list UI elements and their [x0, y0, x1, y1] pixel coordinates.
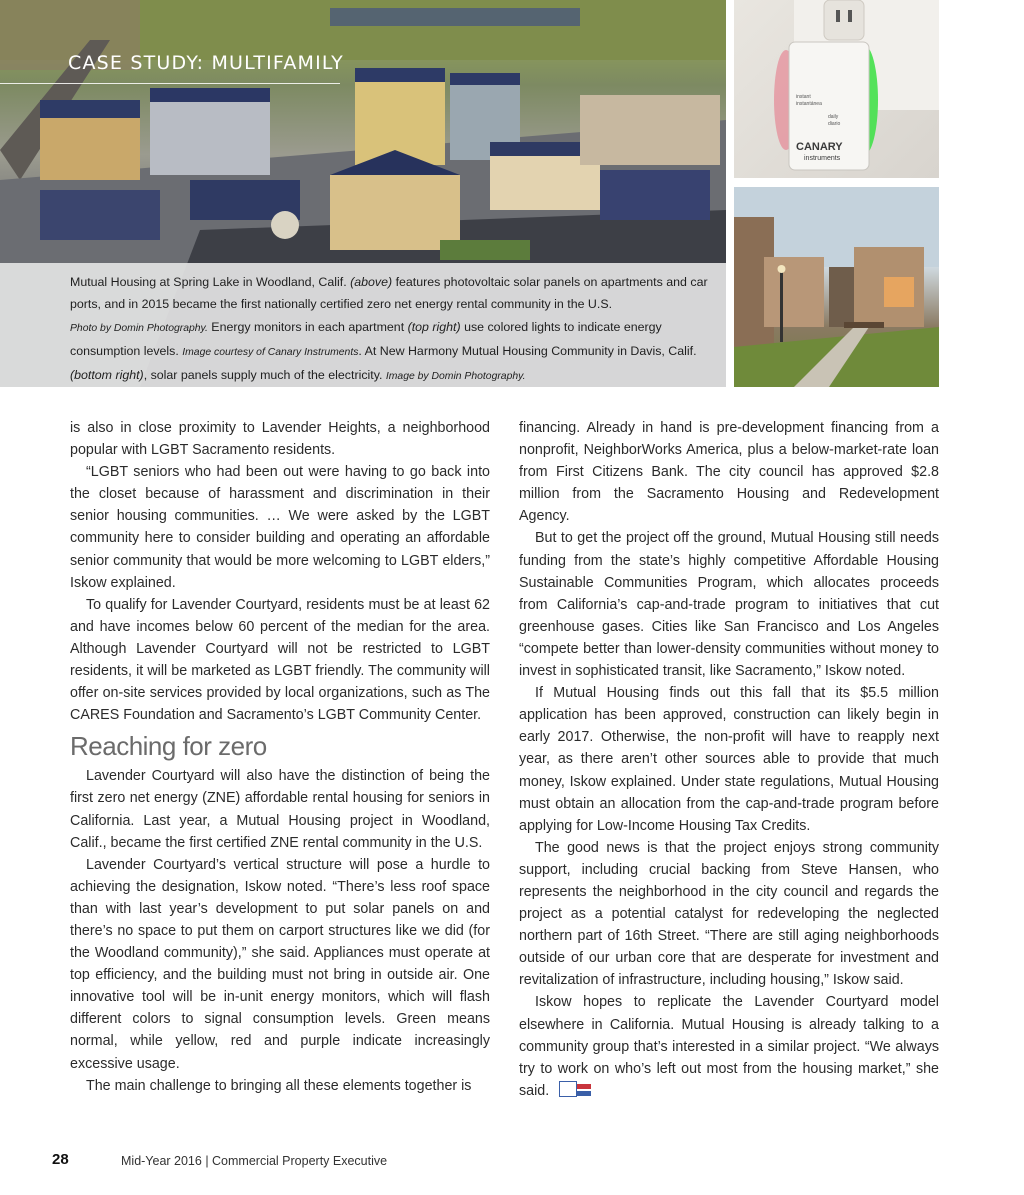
hero-photo-aerial-housing	[0, 0, 726, 387]
article-paragraph-text: Iskow hopes to replicate the Lavender Courtyard model elsewhere in California. Mutual Housing is already talking to a community group that’s interested in a similar project. “We always try to work on who’s left out most from the housing market,” she said.	[519, 994, 939, 1099]
monitor-label-instantanea: instantánea	[796, 101, 822, 107]
article-paragraph: If Mutual Housing finds out this fall that its $5.5 million application has been approved, construction can likely begin in early 2017. Otherwise, the non-profit will have to reapply next year, as there aren’t other sources able to provide that much money, Iskow explained. Under state regulations, Mutual Housing must obtain an allocation from the cap-and-trade program before applying for Low-Income Housing Tax Credits.	[519, 685, 939, 834]
article-paragraph: The good news is that the project enjoys strong community support, including crucial backing from Steve Hansen, who represents the neighborhood in the city council and regards the project as a potential catalyst for redeveloping the neglected northern part of 16th Street. “There are still aging neighborhoods outside of our urban core that are desperate for investment and revitalization of infrastructure, including housing,” Iskow said.	[519, 839, 939, 989]
article-paragraph: Lavender Courtyard’s vertical structure will pose a hurdle to achieving the designation, Iskow noted. “There’s less roof space than with last year’s development to put solar panels on and there’s no space to put them on carport structures like we did (for the Woodland community),” she said. Appliances must operate at top efficiency, and the building must not bring in outside air. One innovative tool will be in-unit energy monitors, which will flash different colors to signal consumption levels. Green means normal, while yellow, red and purple indicate increasingly excessive usage.	[70, 856, 490, 1072]
article-paragraph: The main challenge to bringing all these elements together is	[86, 1077, 472, 1094]
monitor-label-daily: daily	[828, 114, 839, 120]
caption-text-2b: use colored lights to indicate energy consumption levels.	[70, 319, 662, 358]
caption-credit-3: Image by Domin Photography.	[385, 371, 526, 383]
article-paragraph-last	[519, 991, 939, 1101]
canary-logo-text: CANARY	[796, 141, 843, 153]
caption-text-1b: features photovoltaic solar panels on apartments and car ports, and in 2015 became the first nationally certified zero net energy rental community in the U.S.	[70, 275, 708, 312]
section-subheading: Reaching for zero	[70, 731, 267, 762]
caption-text-1: Mutual Housing at Spring Lake in Woodland, Calif.	[70, 275, 351, 289]
energy-monitor-illustration	[734, 0, 939, 178]
monitor-label-diario: diario	[828, 121, 841, 127]
caption-top-right: (top right)	[407, 319, 461, 334]
monitor-label-instant: instant	[796, 94, 811, 100]
caption-credit-2: Image courtesy of Canary Instruments	[182, 346, 359, 358]
photo-new-harmony-community	[734, 187, 939, 387]
kicker-divider	[0, 83, 340, 84]
page-number: 28	[52, 1151, 69, 1168]
article-paragraph: financing. Already in hand is pre-development financing from a nonprofit, NeighborWorks America, plus a below-market-rate loan from First Citizens Bank. The city council has approved $2.8 million from the Sacramento Housing and Redevelopment Agency.	[519, 420, 939, 525]
photo-caption	[70, 271, 720, 387]
article-paragraph: Lavender Courtyard will also have the distinction of being the first zero net energy (ZNE) affordable rental housing for seniors in California. Last year, a Mutual Housing project in Woodland, Calif., became the first certified ZNE rental community in the U.S.	[70, 768, 490, 851]
publication-folio: Mid-Year 2016 | Commercial Property Executive	[121, 1154, 388, 1168]
article-paragraph: To qualify for Lavender Courtyard, residents must be at least 62 and have incomes below 60 percent of the median for the area. Although Lavender Courtyard will not be restricted to LGBT residents, it will be marketed as LGBT friendly. The community will offer on-site services provided by local organizations, such as The CARES Foundation and Sacramento’s LGBT Community Center.	[70, 596, 490, 724]
canary-logo-subtext: instruments	[804, 155, 841, 162]
community-illustration	[734, 187, 939, 387]
caption-text-2: Energy monitors in each apartment	[207, 319, 408, 334]
end-of-article-icon	[559, 1081, 577, 1097]
caption-credit-1: Photo by Domin Photography.	[70, 322, 208, 334]
article-paragraph: is also in close proximity to Lavender Heights, a neighborhood popular with LGBT Sacramento residents.	[70, 420, 490, 459]
article-column-right	[519, 417, 939, 1102]
article-paragraph: “LGBT seniors who had been out were having to go back into the closet because of harassment and discrimination in their senior housing communities. … We were asked by the LGBT community here to consider building and operating an affordable senior community that would be more welcoming to LGBT elders,” Iskow explained.	[70, 464, 490, 591]
caption-bottom-right: (bottom right)	[70, 368, 144, 383]
section-kicker: CASE STUDY: MULTIFAMILY	[68, 52, 344, 74]
caption-text-3b: , solar panels supply much of the electricity.	[143, 368, 386, 383]
photo-energy-monitor	[734, 0, 939, 178]
article-column-left	[70, 417, 490, 1097]
caption-above: (above)	[350, 275, 393, 289]
caption-text-3: . At New Harmony Mutual Housing Community in Davis, Calif.	[358, 343, 697, 358]
article-paragraph: But to get the project off the ground, Mutual Housing still needs funding from the state’s highly competitive Affordable Housing Sustainable Communities Program, which allocates proceeds from California’s cap-and-trade program to initiatives that cut greenhouse gases. Cities like San Francisco and Los Angeles “compete better than lower-density communities without money to invest in sophisticated transit, like Sacramento,” Iskow noted.	[519, 530, 939, 680]
